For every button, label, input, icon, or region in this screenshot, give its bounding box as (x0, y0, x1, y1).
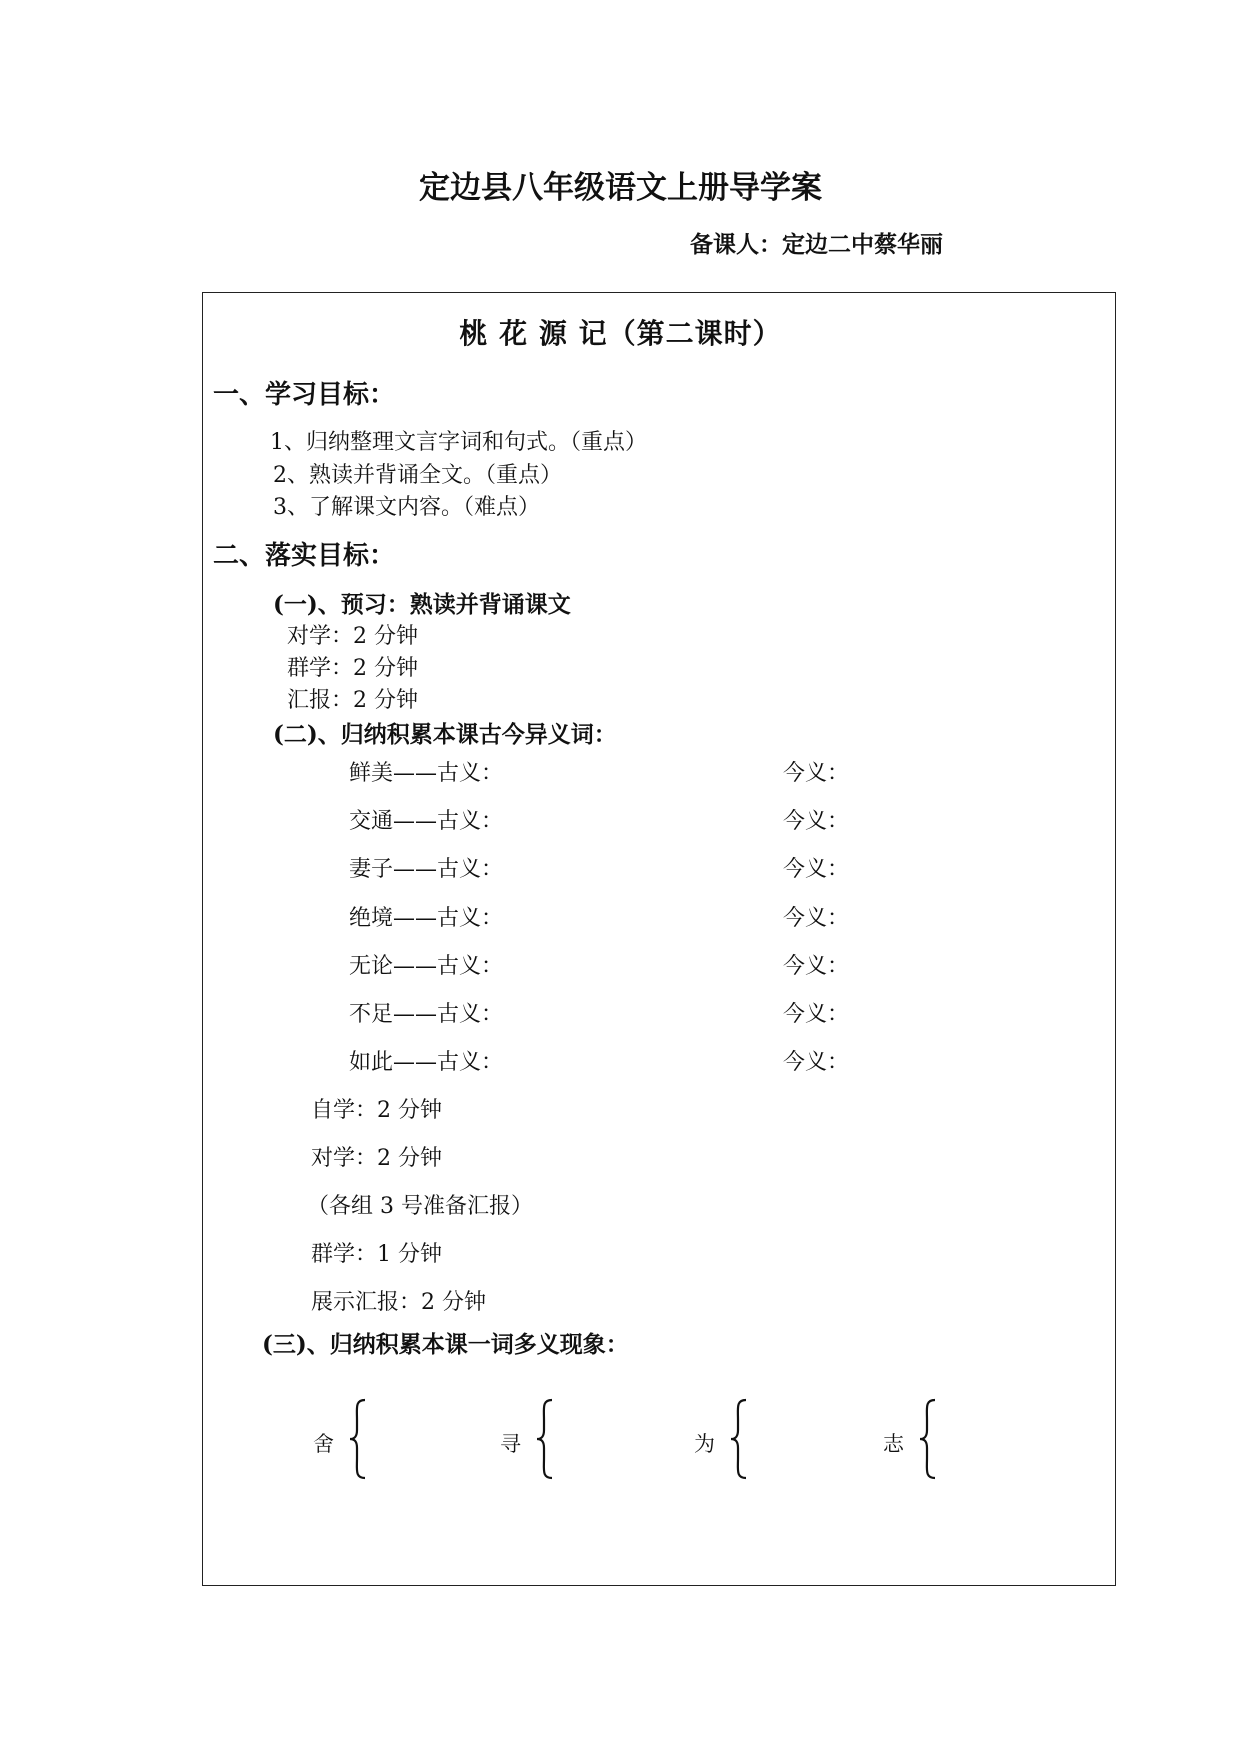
left-brace-icon (347, 1398, 369, 1480)
goal-item: 2、熟读并背诵全文。（重点） (273, 463, 562, 488)
step-item: 汇报：2 分钟 (287, 688, 418, 713)
ancient-meaning-label: 绝境——古义： (349, 906, 504, 931)
left-brace-icon (917, 1398, 939, 1480)
modern-meaning-label: 今义： (783, 809, 850, 834)
step-item: 自学：2 分钟 (311, 1098, 442, 1123)
left-brace-icon (728, 1398, 750, 1480)
section1-heading: 一、学习目标： (213, 380, 396, 410)
document-title: 定边县八年级语文上册导学案 (419, 170, 822, 206)
modern-meaning-label: 今义： (783, 857, 850, 882)
step-item: 对学：2 分钟 (287, 624, 418, 649)
step-item: 群学：1 分钟 (311, 1242, 442, 1267)
lesson-title: 桃 花 源 记（第二课时） (459, 317, 782, 350)
step-item: （各组 3 号准备汇报） (307, 1194, 533, 1219)
part1-heading: (一)、预习：熟读并背诵课文 (273, 591, 571, 618)
goal-item: 1、归纳整理文言字词和句式。（重点） (270, 430, 647, 455)
ancient-meaning-label: 鲜美——古义： (349, 761, 504, 786)
modern-meaning-label: 今义： (783, 954, 850, 979)
step-item: 展示汇报：2 分钟 (311, 1290, 486, 1315)
modern-meaning-label: 今义： (783, 906, 850, 931)
modern-meaning-label: 今义： (783, 1050, 850, 1075)
ancient-meaning-label: 如此——古义： (349, 1050, 504, 1075)
polysemy-char: 为 (694, 1432, 715, 1456)
ancient-meaning-label: 妻子——古义： (349, 857, 504, 882)
ancient-meaning-label: 交通——古义： (349, 809, 504, 834)
polysemy-row (0, 1398, 1241, 1488)
modern-meaning-label: 今义： (783, 1002, 850, 1027)
preparer-line: 备课人：定边二中蔡华丽 (690, 231, 943, 258)
ancient-meaning-label: 不足——古义： (349, 1002, 504, 1027)
polysemy-char: 志 (883, 1432, 904, 1456)
left-brace-icon (534, 1398, 556, 1480)
polysemy-char: 寻 (500, 1432, 521, 1456)
polysemy-char: 舍 (313, 1432, 334, 1456)
part3-heading: (三)、归纳积累本课一词多义现象： (262, 1331, 629, 1358)
modern-meaning-label: 今义： (783, 761, 850, 786)
ancient-meaning-label: 无论——古义： (349, 954, 504, 979)
goal-item: 3、了解课文内容。（难点） (273, 495, 540, 520)
step-item: 对学：2 分钟 (311, 1146, 442, 1171)
part2-heading: (二)、归纳积累本课古今异义词： (273, 721, 617, 748)
section2-heading: 二、落实目标： (213, 541, 396, 571)
step-item: 群学：2 分钟 (287, 656, 418, 681)
